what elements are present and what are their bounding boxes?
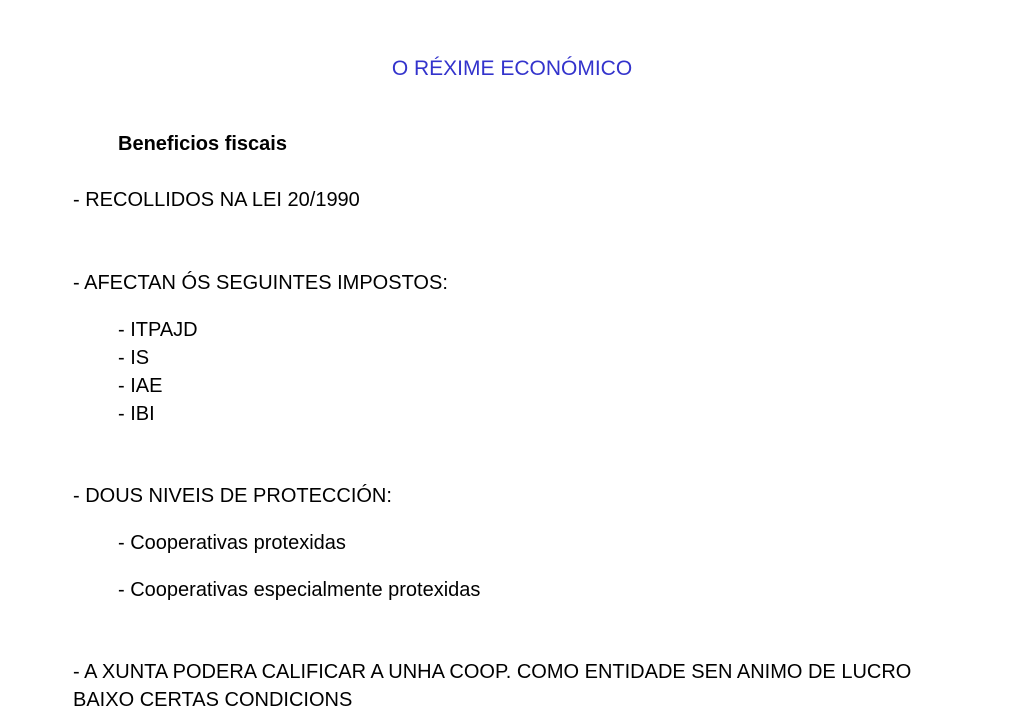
point-taxes: - AFECTAN ÓS SEGUINTES IMPOSTOS: [73, 272, 448, 294]
point-law: - RECOLLIDOS NA LEI 20/1990 [73, 189, 360, 211]
tax-item-is: - IS [118, 347, 150, 369]
tax-item-itpajd: - ITPAJD [118, 319, 198, 341]
protection-level-2: - Cooperativas especialmente protexidas [118, 579, 481, 601]
point-protection-levels: - DOUS NIVEIS DE PROTECCIÓN: [73, 485, 392, 507]
slide-title: O RÉXIME ECONÓMICO [391, 57, 633, 80]
tax-list [118, 316, 198, 428]
protection-level-1: - Cooperativas protexidas [118, 532, 346, 554]
tax-item-ibi: - IBI [118, 403, 155, 425]
point-xunta: - A XUNTA PODERA CALIFICAR A UNHA COOP. COMO ENTIDADE SEN ANIMO DE LUCRO BAIXO CERTAS CONDICIONS [73, 661, 912, 711]
section-heading: Beneficios fiscais [118, 133, 287, 155]
tax-item-iae: - IAE [118, 375, 163, 397]
